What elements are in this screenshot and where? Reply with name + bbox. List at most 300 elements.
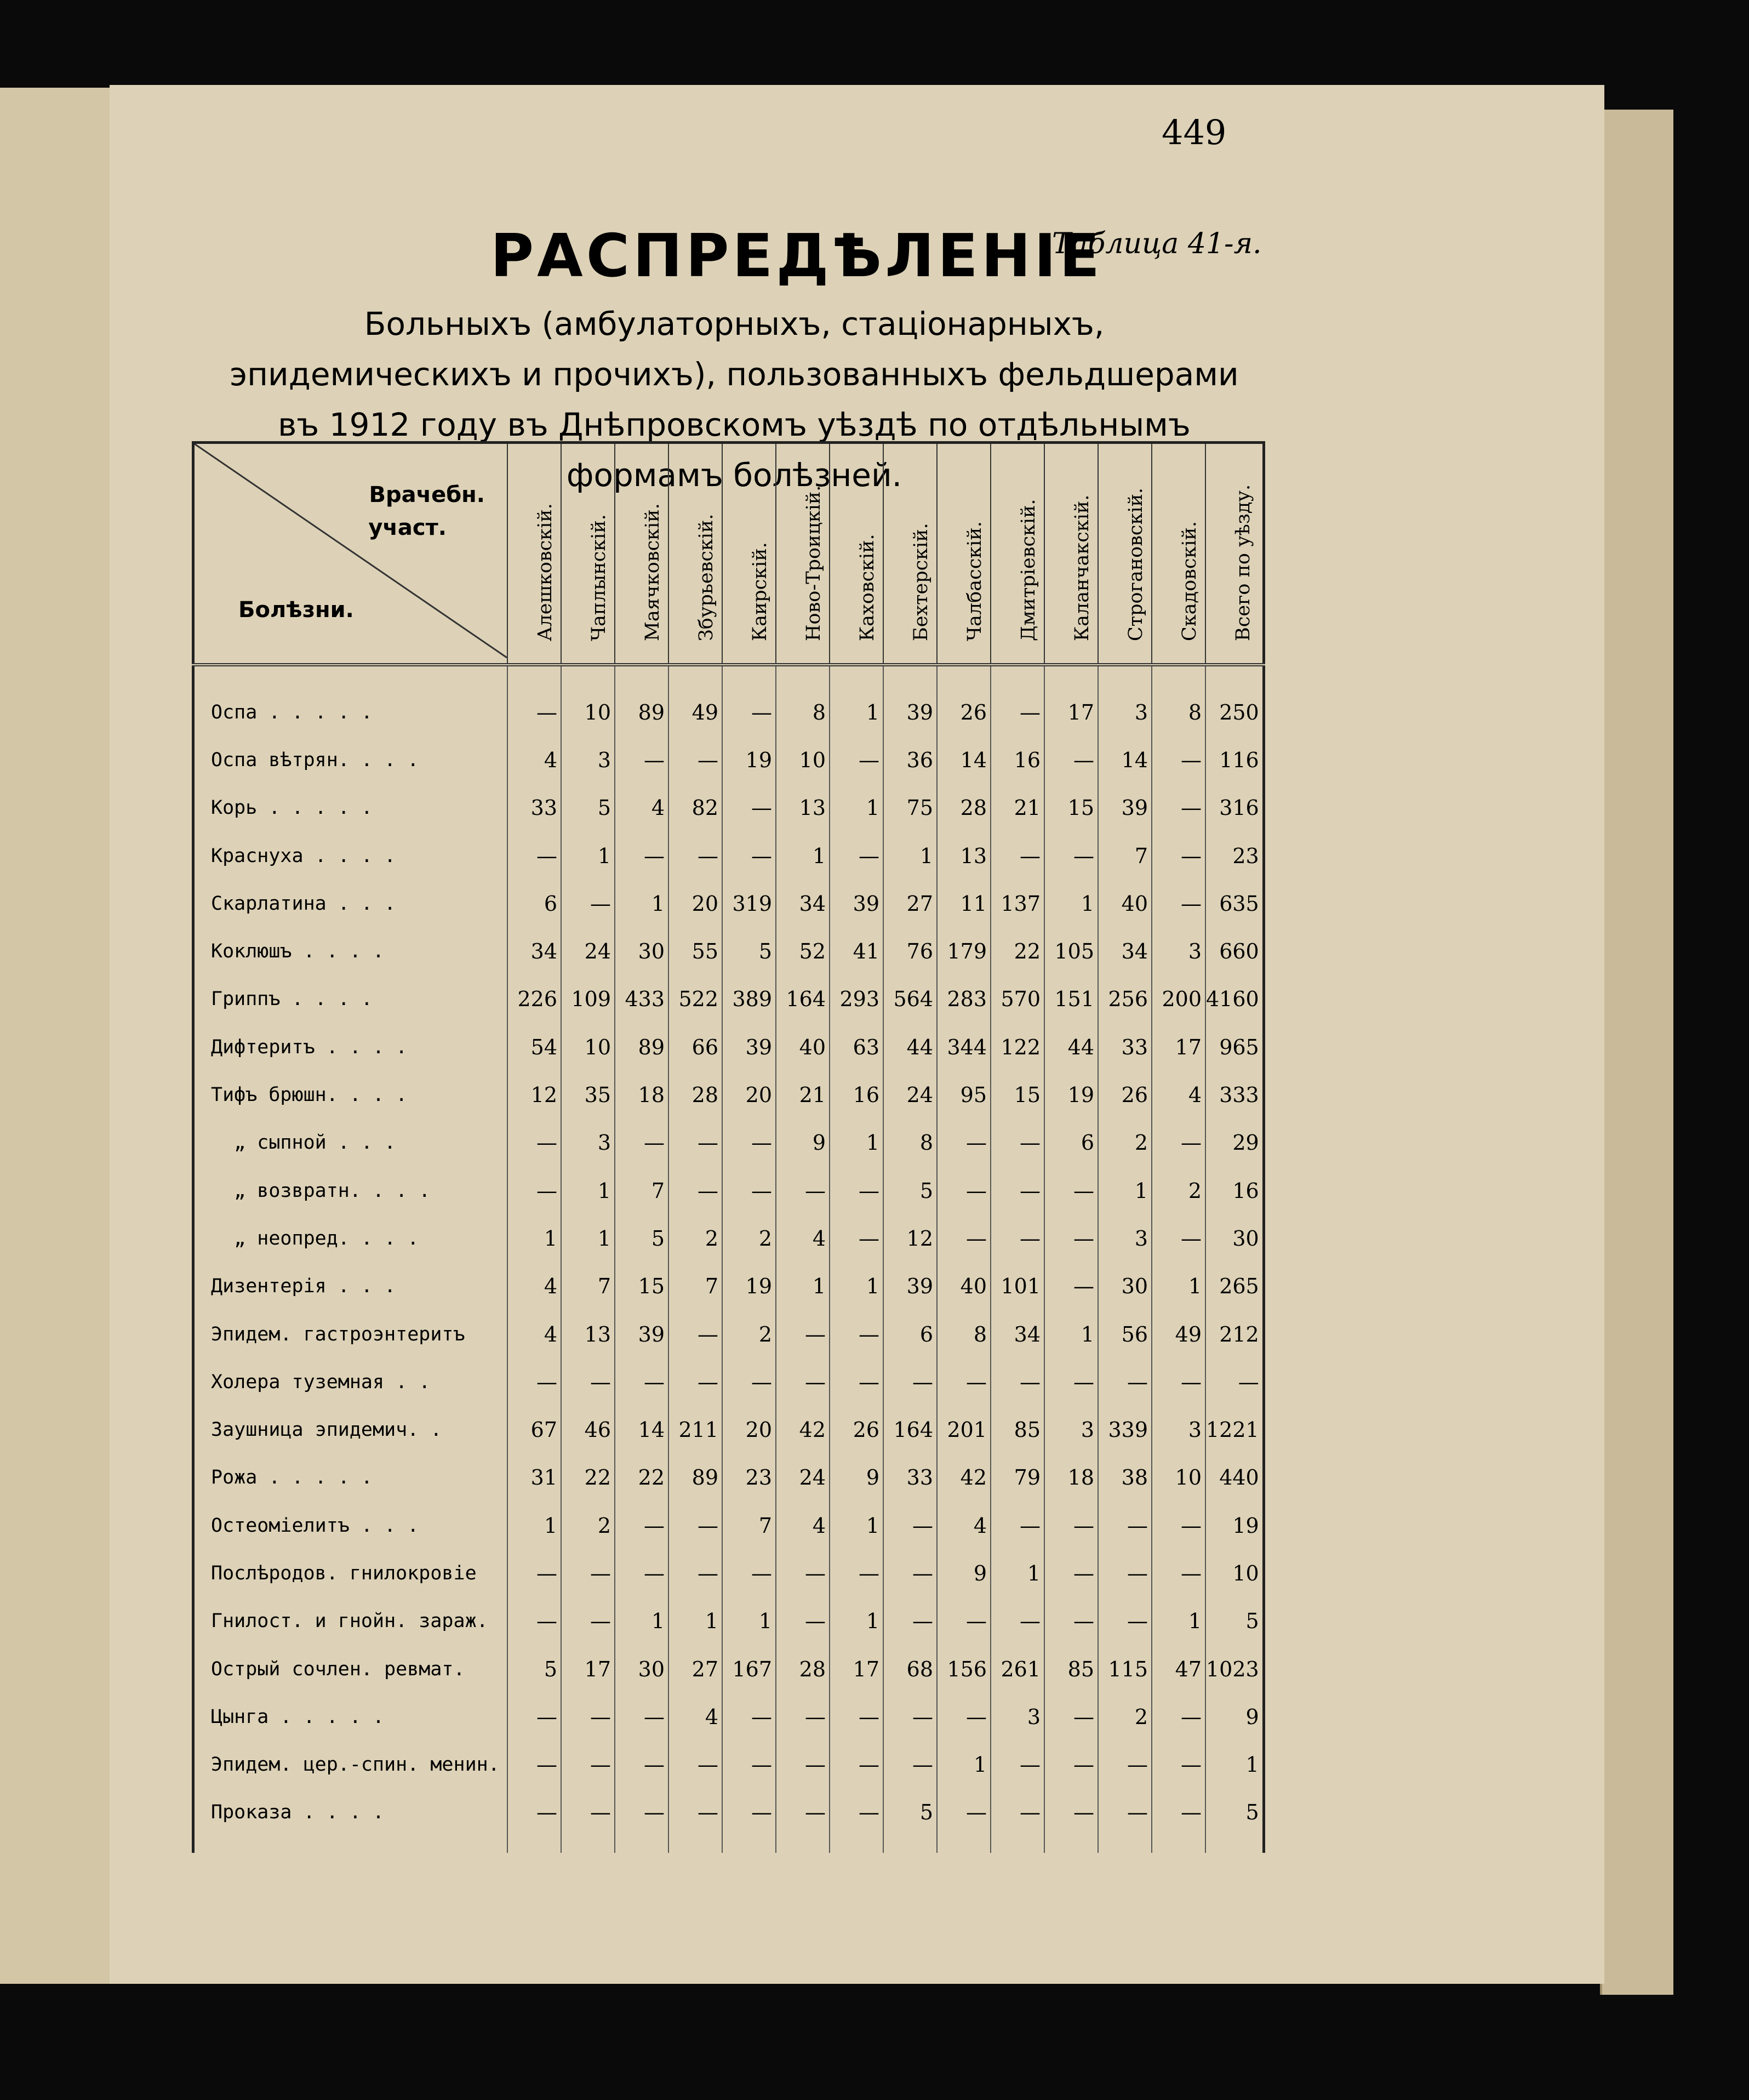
disease-label: Гриппъ . . . . [193,975,508,1023]
value-cell: — [561,1693,615,1741]
value-cell: 63 [830,1023,883,1071]
value-cell: 39 [830,880,883,927]
total-cell: — [1205,1358,1264,1406]
value-cell: 24 [776,1454,830,1502]
total-cell: 16 [1205,1167,1264,1214]
value-cell: 8 [937,1310,991,1358]
value-cell: 39 [883,1263,937,1310]
table-row [193,1741,1264,1789]
value-cell: 1 [1044,880,1098,927]
value-cell: 564 [883,975,937,1023]
disease-label: Дифтеритъ . . . . [193,1023,508,1071]
value-cell: — [561,1741,615,1789]
page-title: РАСПРЕДѢЛЕНІЕ [490,222,1104,290]
value-cell: — [1152,832,1205,880]
value-cell: 344 [937,1023,991,1071]
value-cell: — [1152,736,1205,784]
value-cell: 115 [1098,1645,1152,1693]
value-cell: 26 [937,665,991,736]
spacer-cell [507,1836,561,1853]
value-cell: 319 [722,880,776,927]
value-cell: — [615,1741,668,1789]
value-cell: 15 [991,1071,1044,1119]
value-cell: — [1152,1358,1205,1406]
table-row [193,1071,1264,1119]
value-cell: — [722,1167,776,1214]
disease-label: Скарлатина . . . [193,880,508,927]
value-cell: 15 [615,1263,668,1310]
value-cell: 9 [776,1119,830,1167]
value-cell: 79 [991,1454,1044,1502]
value-cell: — [668,1741,722,1789]
value-cell: 17 [561,1645,615,1693]
value-cell: 6 [507,880,561,927]
value-cell: 13 [561,1310,615,1358]
spacer-cell [1152,1836,1205,1853]
value-cell: 9 [937,1549,991,1597]
value-cell: — [507,1358,561,1406]
value-cell: — [883,1549,937,1597]
value-cell: 40 [776,1023,830,1071]
value-cell: — [1152,1214,1205,1262]
value-cell: 39 [615,1310,668,1358]
value-cell: 1 [507,1214,561,1262]
value-cell: — [668,1167,722,1214]
total-cell: 265 [1205,1263,1264,1310]
value-cell: 1 [722,1597,776,1645]
value-cell: — [1044,1597,1098,1645]
table-row [193,1549,1264,1597]
value-cell: 3 [1044,1406,1098,1453]
value-cell: 4 [615,784,668,832]
table-row [193,880,1264,927]
value-cell: 23 [722,1454,776,1502]
value-cell: — [1044,1167,1098,1214]
value-cell: 1 [1152,1263,1205,1310]
table-row [193,1454,1264,1502]
value-cell: — [1044,1741,1098,1789]
value-cell: 1 [561,832,615,880]
value-cell: 1 [830,1263,883,1310]
disease-label: Заушница эпидемич. . [193,1406,508,1453]
table-row [193,1119,1264,1167]
value-cell: 27 [668,1645,722,1693]
value-cell: 13 [937,832,991,880]
value-cell: 1 [1152,1597,1205,1645]
value-cell: — [776,1358,830,1406]
value-cell: 164 [883,1406,937,1453]
column-header-label: Каирскій. [749,542,771,641]
value-cell: — [776,1741,830,1789]
total-cell: 116 [1205,736,1264,784]
value-cell: 15 [1044,784,1098,832]
value-cell: 33 [883,1454,937,1502]
value-cell: 76 [883,927,937,975]
disease-label: Оспа вѣтрян. . . . [193,736,508,784]
value-cell: 1 [830,1597,883,1645]
value-cell: — [722,1549,776,1597]
value-cell: 109 [561,975,615,1023]
disease-label: Эпидем. цер.-спин. менин. [193,1741,508,1789]
disease-label: Холера туземная . . [193,1358,508,1406]
value-cell: — [1044,1358,1098,1406]
value-cell: — [1098,1789,1152,1836]
table-row [193,665,1264,736]
value-cell: 66 [668,1023,722,1071]
table-row [193,1214,1264,1262]
value-cell: 26 [830,1406,883,1453]
value-cell: 30 [1098,1263,1152,1310]
value-cell: — [830,1167,883,1214]
disease-label: „ неопред. . . . [193,1214,508,1262]
value-cell: 101 [991,1263,1044,1310]
value-cell: 6 [1044,1119,1098,1167]
value-cell: — [1098,1502,1152,1549]
value-cell: 201 [937,1406,991,1453]
value-cell: 42 [776,1406,830,1453]
total-cell: 5 [1205,1597,1264,1645]
value-cell: 5 [507,1645,561,1693]
value-cell: 85 [991,1406,1044,1453]
value-cell: 1 [830,1502,883,1549]
value-cell: — [1152,1119,1205,1167]
value-cell: 137 [991,880,1044,927]
value-cell: 22 [991,927,1044,975]
value-cell: — [615,1549,668,1597]
value-cell: — [561,880,615,927]
value-cell: 14 [937,736,991,784]
value-cell: 36 [883,736,937,784]
value-cell: 54 [507,1023,561,1071]
value-cell: — [722,832,776,880]
total-cell: 29 [1205,1119,1264,1167]
disease-label: Цынга . . . . . [193,1693,508,1741]
value-cell: 16 [830,1071,883,1119]
corner-label-districts: Врачебн. [369,482,485,507]
value-cell: 293 [830,975,883,1023]
value-cell: 4 [776,1502,830,1549]
value-cell: — [937,1597,991,1645]
value-cell: 2 [1098,1119,1152,1167]
value-cell: 261 [991,1645,1044,1693]
value-cell: 4 [507,1263,561,1310]
value-cell: 49 [668,665,722,736]
value-cell: 2 [1098,1693,1152,1741]
value-cell: 17 [830,1645,883,1693]
value-cell: — [1044,832,1098,880]
value-cell: 283 [937,975,991,1023]
column-header-label: Строгановскій. [1125,487,1147,641]
value-cell: 22 [561,1454,615,1502]
value-cell: — [1044,1693,1098,1741]
value-cell: — [937,1214,991,1262]
value-cell: — [722,1741,776,1789]
total-cell: 333 [1205,1071,1264,1119]
value-cell: — [507,1119,561,1167]
value-cell: — [991,1214,1044,1262]
value-cell: 1 [668,1597,722,1645]
spacer-cell [615,1836,668,1853]
total-cell: 212 [1205,1310,1264,1358]
value-cell: — [830,1310,883,1358]
value-cell: — [1098,1358,1152,1406]
value-cell: — [830,1358,883,1406]
value-cell: 16 [991,736,1044,784]
value-cell: 30 [615,927,668,975]
table-row [193,1693,1264,1741]
spacer-cell [883,1836,937,1853]
disease-distribution-table [192,441,1265,1853]
value-cell: — [883,1502,937,1549]
disease-label: „ возвратн. . . . [193,1167,508,1214]
value-cell: 151 [1044,975,1098,1023]
value-cell: 4 [668,1693,722,1741]
value-cell: 6 [883,1310,937,1358]
value-cell: 3 [561,736,615,784]
value-cell: — [1152,1789,1205,1836]
value-cell: 19 [722,736,776,784]
value-cell: — [937,1119,991,1167]
value-cell: — [883,1741,937,1789]
table-row [193,1167,1264,1214]
value-cell: — [937,1358,991,1406]
column-header [1098,443,1152,665]
value-cell: — [722,1693,776,1741]
column-header [1044,443,1098,665]
value-cell: 40 [937,1263,991,1310]
value-cell: — [937,1789,991,1836]
spacer-cell [1044,1836,1098,1853]
total-cell: 660 [1205,927,1264,975]
value-cell: 3 [1152,1406,1205,1453]
value-cell: 200 [1152,975,1205,1023]
value-cell: 95 [937,1071,991,1119]
total-cell: 1023 [1205,1645,1264,1693]
disease-label: „ сыпной . . . [193,1119,508,1167]
value-cell: — [991,665,1044,736]
column-header-label: Чаплынскій. [588,514,610,641]
value-cell: 5 [615,1214,668,1262]
value-cell: 2 [668,1214,722,1262]
spacer-cell [193,1836,508,1853]
total-cell: 5 [1205,1789,1264,1836]
value-cell: — [1098,1597,1152,1645]
value-cell: 14 [1098,736,1152,784]
corner-label-diseases: Болѣзни. [238,597,354,623]
value-cell: 7 [561,1263,615,1310]
value-cell: — [991,1358,1044,1406]
disease-label: Остеоміелитъ . . . [193,1502,508,1549]
total-cell: 250 [1205,665,1264,736]
value-cell: 39 [722,1023,776,1071]
value-cell: — [507,1167,561,1214]
column-header [776,443,830,665]
value-cell: 42 [937,1454,991,1502]
value-cell: 17 [1044,665,1098,736]
spacer-cell [776,1836,830,1853]
value-cell: 41 [830,927,883,975]
value-cell: — [561,1358,615,1406]
diagonal-divider [195,444,507,663]
value-cell: 2 [722,1310,776,1358]
disease-label: Послѣродов. гнилокровіе [193,1549,508,1597]
value-cell: — [507,1693,561,1741]
column-header [668,443,722,665]
value-cell: 47 [1152,1645,1205,1693]
value-cell: 5 [883,1167,937,1214]
total-cell: 1221 [1205,1406,1264,1453]
value-cell: 1 [776,1263,830,1310]
value-cell: — [507,832,561,880]
value-cell: 4 [937,1502,991,1549]
value-cell: 27 [883,880,937,927]
value-cell: — [830,1741,883,1789]
page-stack-edge [1600,110,1673,1995]
table-row [193,927,1264,975]
value-cell: — [507,665,561,736]
disease-label: Рожа . . . . . [193,1454,508,1502]
column-header-label: Алешковскій. [534,503,556,641]
value-cell: 40 [1098,880,1152,927]
value-cell: 5 [883,1789,937,1836]
value-cell: 20 [668,880,722,927]
value-cell: 30 [615,1645,668,1693]
value-cell: 2 [722,1214,776,1262]
column-header [1152,443,1205,665]
value-cell: — [883,1693,937,1741]
spacer-cell [830,1836,883,1853]
spacer-cell [722,1836,776,1853]
disease-label: Дизентерія . . . [193,1263,508,1310]
total-cell: 30 [1205,1214,1264,1262]
value-cell: — [776,1789,830,1836]
value-cell: — [776,1549,830,1597]
value-cell: 1 [830,665,883,736]
value-cell: 156 [937,1645,991,1693]
value-cell: 1 [615,1597,668,1645]
value-cell: — [1044,1789,1098,1836]
value-cell: — [1152,1741,1205,1789]
value-cell: 67 [507,1406,561,1453]
value-cell: — [615,1119,668,1167]
disease-label: Гнилост. и гнойн. зараж. [193,1597,508,1645]
table-row [193,1310,1264,1358]
value-cell: 179 [937,927,991,975]
value-cell: — [668,1789,722,1836]
table-row [193,1406,1264,1453]
value-cell: 20 [722,1071,776,1119]
value-cell: — [1152,880,1205,927]
table-row [193,1358,1264,1406]
value-cell: 1 [1044,1310,1098,1358]
value-cell: 12 [883,1214,937,1262]
spacer-cell [937,1836,991,1853]
value-cell: — [991,1789,1044,1836]
total-cell: 19 [1205,1502,1264,1549]
value-cell: 20 [722,1406,776,1453]
value-cell: — [830,1549,883,1597]
table-label: Таблица 41-я. [1052,227,1262,260]
value-cell: 28 [668,1071,722,1119]
total-cell: 965 [1205,1023,1264,1071]
value-cell: 19 [722,1263,776,1310]
value-cell: 10 [776,736,830,784]
value-cell: — [991,1597,1044,1645]
value-cell: 82 [668,784,722,832]
table-bottom-spacer [193,1836,1264,1853]
value-cell: — [1098,1549,1152,1597]
value-cell: — [1044,1549,1098,1597]
value-cell: — [1098,1741,1152,1789]
value-cell: 21 [776,1071,830,1119]
table-row [193,975,1264,1023]
value-cell: — [937,1167,991,1214]
value-cell: 17 [1152,1023,1205,1071]
value-cell: — [722,1789,776,1836]
value-cell: — [1152,1502,1205,1549]
corner-header [193,443,508,665]
value-cell: 44 [883,1023,937,1071]
column-header [507,443,561,665]
value-cell: — [561,1789,615,1836]
value-cell: 55 [668,927,722,975]
value-cell: 39 [883,665,937,736]
column-header [561,443,615,665]
table-header-row [193,443,1264,665]
column-header [722,443,776,665]
value-cell: 9 [830,1454,883,1502]
value-cell: — [1044,1214,1098,1262]
total-cell: 9 [1205,1693,1264,1741]
value-cell: — [561,1549,615,1597]
total-cell: 635 [1205,880,1264,927]
value-cell: 13 [776,784,830,832]
value-cell: — [1152,1693,1205,1741]
value-cell: — [883,1597,937,1645]
value-cell: 522 [668,975,722,1023]
value-cell: — [507,1549,561,1597]
value-cell: 89 [615,1023,668,1071]
value-cell: — [615,1693,668,1741]
disease-label: Тифъ брюшн. . . . [193,1071,508,1119]
value-cell: — [668,1358,722,1406]
spacer-cell [1205,1836,1264,1853]
value-cell: 34 [776,880,830,927]
value-cell: — [830,832,883,880]
value-cell: 49 [1152,1310,1205,1358]
previous-page-edge [0,88,118,1984]
column-header-label: Каланчакскій. [1071,494,1093,641]
value-cell: 1 [507,1502,561,1549]
value-cell: 7 [1098,832,1152,880]
total-cell: 4160 [1205,975,1264,1023]
value-cell: 256 [1098,975,1152,1023]
value-cell: 4 [1152,1071,1205,1119]
value-cell: 1 [1098,1167,1152,1214]
value-cell: 3 [1098,665,1152,736]
value-cell: 3 [1098,1214,1152,1262]
value-cell: 4 [507,1310,561,1358]
value-cell: — [1152,784,1205,832]
spacer-cell [1098,1836,1152,1853]
value-cell: — [507,1741,561,1789]
value-cell: — [883,1358,937,1406]
column-header-label: Чалбасскій. [964,521,986,641]
value-cell: 14 [615,1406,668,1453]
table-row [193,832,1264,880]
column-header [883,443,937,665]
value-cell: 34 [507,927,561,975]
